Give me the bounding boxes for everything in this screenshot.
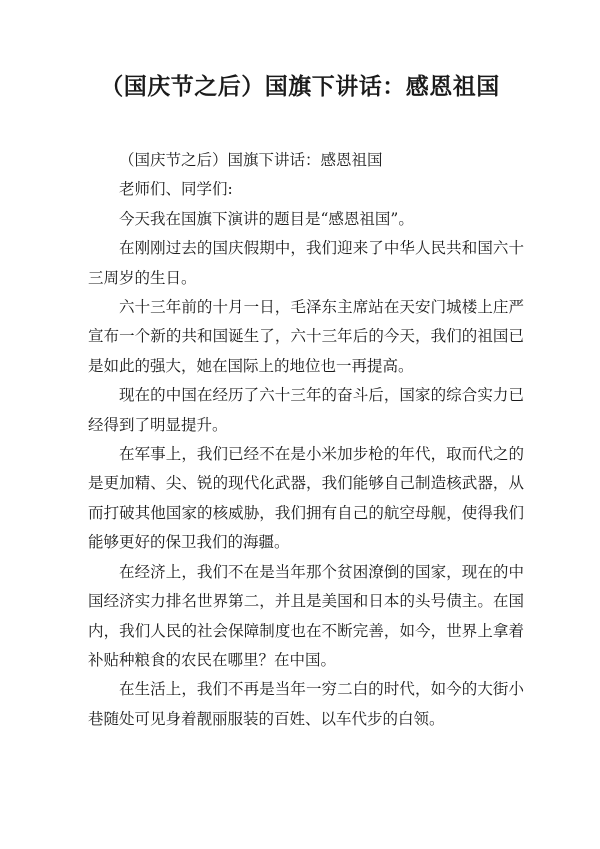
document-title: （国庆节之后）国旗下讲话：感恩祖国 <box>100 73 500 100</box>
paragraph-history: 六十三年前的十月一日，毛泽东主席站在天安门城楼上庄严宣布一个新的共和国诞生了，六十三年后的今天，我们的祖国已是如此的强大，她在国际上的地位也一再提高。 <box>88 298 524 375</box>
paragraph-life: 在生活上，我们不再是当年一穷二白的时代，如今的大街小巷随处可见身着靓丽服装的百姓、以车代步的白领。 <box>88 680 524 728</box>
paragraph-topic: 今天我在国旗下演讲的题目是“感恩祖国”。 <box>119 209 414 228</box>
paragraph-military: 在军事上，我们已经不在是小米加步枪的年代，取而代之的是更加精、尖、锐的现代化武器，我们能够自己制造核武器，从而打破其他国家的核威胁，我们拥有自己的航空母舰，使得我们能够更好的保卫我们的海疆。 <box>88 445 524 552</box>
document-body <box>88 146 524 734</box>
paragraph-strength: 现在的中国在经历了六十三年的奋斗后，国家的综合实力已经得到了明显提升。 <box>88 386 524 434</box>
paragraph-subtitle: （国庆节之后）国旗下讲话：感恩祖国 <box>119 151 383 169</box>
paragraph-national-day: 在刚刚过去的国庆假期中，我们迎来了中华人民共和国六十三周岁的生日。 <box>88 239 524 287</box>
paragraph-economy: 在经济上，我们不在是当年那个贫困潦倒的国家，现在的中国经济实力排名世界第二，并且是美国和日本的头号债主。在国内，我们人民的社会保障制度也在不断完善，如今，世界上拿着补贴种粮食的农民在哪里？在中国。 <box>88 562 524 669</box>
paragraph-greeting: 老师们、同学们: <box>119 180 233 199</box>
